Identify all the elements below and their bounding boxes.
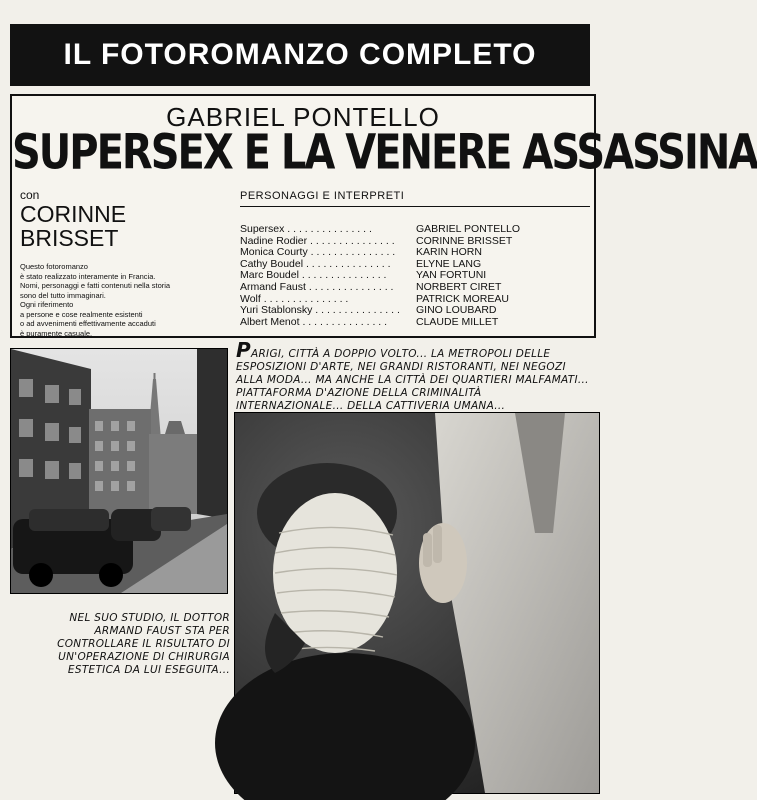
cast-row [240,317,590,329]
cast-role: Marc Boudel . . . [240,270,416,282]
cast-list [240,224,590,328]
disclaimer-line: a persone e cose realmente esistenti [20,309,143,319]
disclaimer-line: o ad avvenimenti effettivamente accaduti [20,319,156,328]
caption-text: ARIGI, CITTÀ A DOPPIO VOLTO... LA METROPOLI DELLE ESPOSIZIONI D'ARTE, NEI GRANDI RISTORANTI, NEI NEGOZI ALLA MODA... MA ANCHE LA CITTÀ DEI QUARTIERI MALFAMATI... PIATTAFORMA D'AZIONE DELLA CRIMINALITÀ INTERNAZIONALE... DELLA CATTIVERIA UMANA... [236,348,589,412]
cast-actor: KARIN HORN [416,246,482,259]
narration-caption-left: NEL SUO STUDIO, IL DOTTOR ARMAND FAUST STA PER CONTROLLARE IL RISULTATO DI UN'OPERAZIONE DI CHIRURGIA ESTETICA DA LUI ESEGUITA... [57,612,230,676]
lead-actress [20,202,126,250]
series-title: IL FOTOROMANZO COMPLETO [63,38,537,71]
cast-role: Armand Faust . . . [240,282,416,294]
cast-actor: ELYNE LANG [416,257,482,270]
cast-role: Yuri Stablonsky . . . [240,305,416,317]
cast-actor: GINO LOUBARD [416,304,497,317]
cast-row [240,282,590,294]
cast-actor: NORBERT CIRET [416,280,502,293]
caption-dropcap: P [236,338,251,362]
disclaimer-line: Ogni riferimento [20,300,74,309]
narration-caption-top [236,338,592,413]
disclaimer [20,262,240,338]
author-name: GABRIEL PONTELLO [166,102,440,132]
cast-actor: CLAUDE MILLET [416,315,499,328]
credits-box [10,94,757,338]
disclaimer-line: è puramente casuale. [20,328,93,338]
lead-first-name: CORINNE [20,201,127,227]
cast-role: Wolf . . . [240,294,416,306]
con-label: con [20,188,40,202]
cast-role: Albert Menot . . . [240,317,416,329]
bandaged-patient-illustration [235,413,599,793]
cast-actor: PATRICK MOREAU [416,292,509,305]
paris-street-illustration [11,349,227,593]
cast-row [240,224,590,236]
lead-last-name: BRISSET [20,225,119,251]
cast-role: Nadine Rodier . . . [240,236,416,248]
disclaimer-line: Nomi, personaggi e fatti contenuti nella storia [20,281,171,290]
bandaged-patient-photo [234,412,600,794]
cast-actor: GABRIEL PONTELLO [416,223,521,235]
disclaimer-line: sono del tutto immaginari. [20,290,106,300]
paris-street-photo [10,348,228,594]
story-title: SUPERSEX E LA VENERE ASSASSINA [12,125,757,181]
disclaimer-line: Questo fotoromanzo [20,262,88,271]
cast-role: Supersex . . . [240,224,416,236]
cast-header: PERSONAGGI E INTERPRETI [240,190,590,207]
cast-actor: YAN FORTUNI [416,269,487,282]
cast-actor: CORINNE BRISSET [416,234,513,247]
series-banner [10,24,590,86]
cast-role: Cathy Boudel . . . [240,259,416,271]
disclaimer-line: è stato realizzato interamente in Francia. [20,271,156,281]
cast-row [240,305,590,317]
cast-role: Monica Courty . . . [240,247,416,259]
